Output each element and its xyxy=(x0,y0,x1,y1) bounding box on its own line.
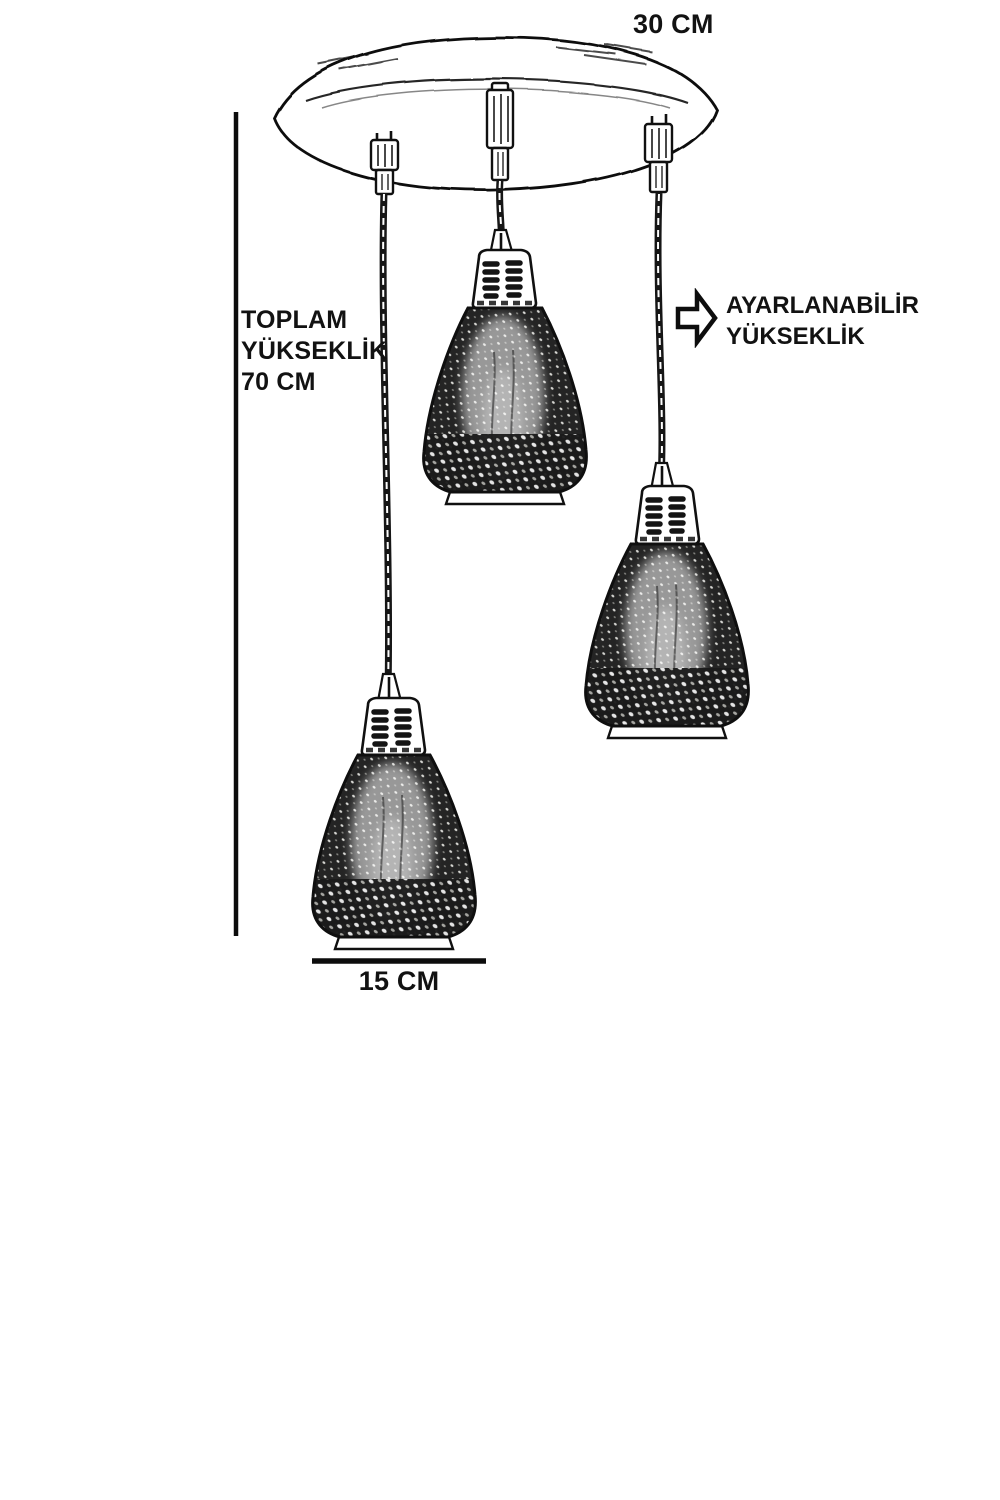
lamp-socket xyxy=(362,698,425,755)
cord-grip-left xyxy=(371,131,398,194)
total-height-label xyxy=(241,305,387,398)
cord-grip-right xyxy=(645,114,672,192)
pendant-lamp-left xyxy=(313,674,478,949)
adjustable-height-line2: YÜKSEKLİK xyxy=(726,323,865,350)
total-height-line3: 70 CM xyxy=(241,368,316,396)
adjustable-height-label xyxy=(726,290,919,352)
canopy-diameter-label: 30 CM xyxy=(633,9,714,39)
total-height-line1: TOPLAM xyxy=(241,306,348,334)
pendant-lamp-center xyxy=(424,230,589,504)
adjustable-height-callout xyxy=(674,288,919,352)
power-cord-right xyxy=(658,193,662,480)
right-arrow-icon xyxy=(674,288,718,348)
lamp-socket xyxy=(636,486,699,544)
adjustable-height-line1: AYARLANABİLİR xyxy=(726,292,919,319)
pendant-lamp-right xyxy=(586,463,751,738)
power-cord-left xyxy=(383,193,388,692)
shade-width-label: 15 CM xyxy=(358,966,440,996)
lamp-socket xyxy=(473,250,536,308)
total-height-line2: YÜKSEKLİK xyxy=(241,337,388,365)
cord-grip-center xyxy=(487,83,513,180)
